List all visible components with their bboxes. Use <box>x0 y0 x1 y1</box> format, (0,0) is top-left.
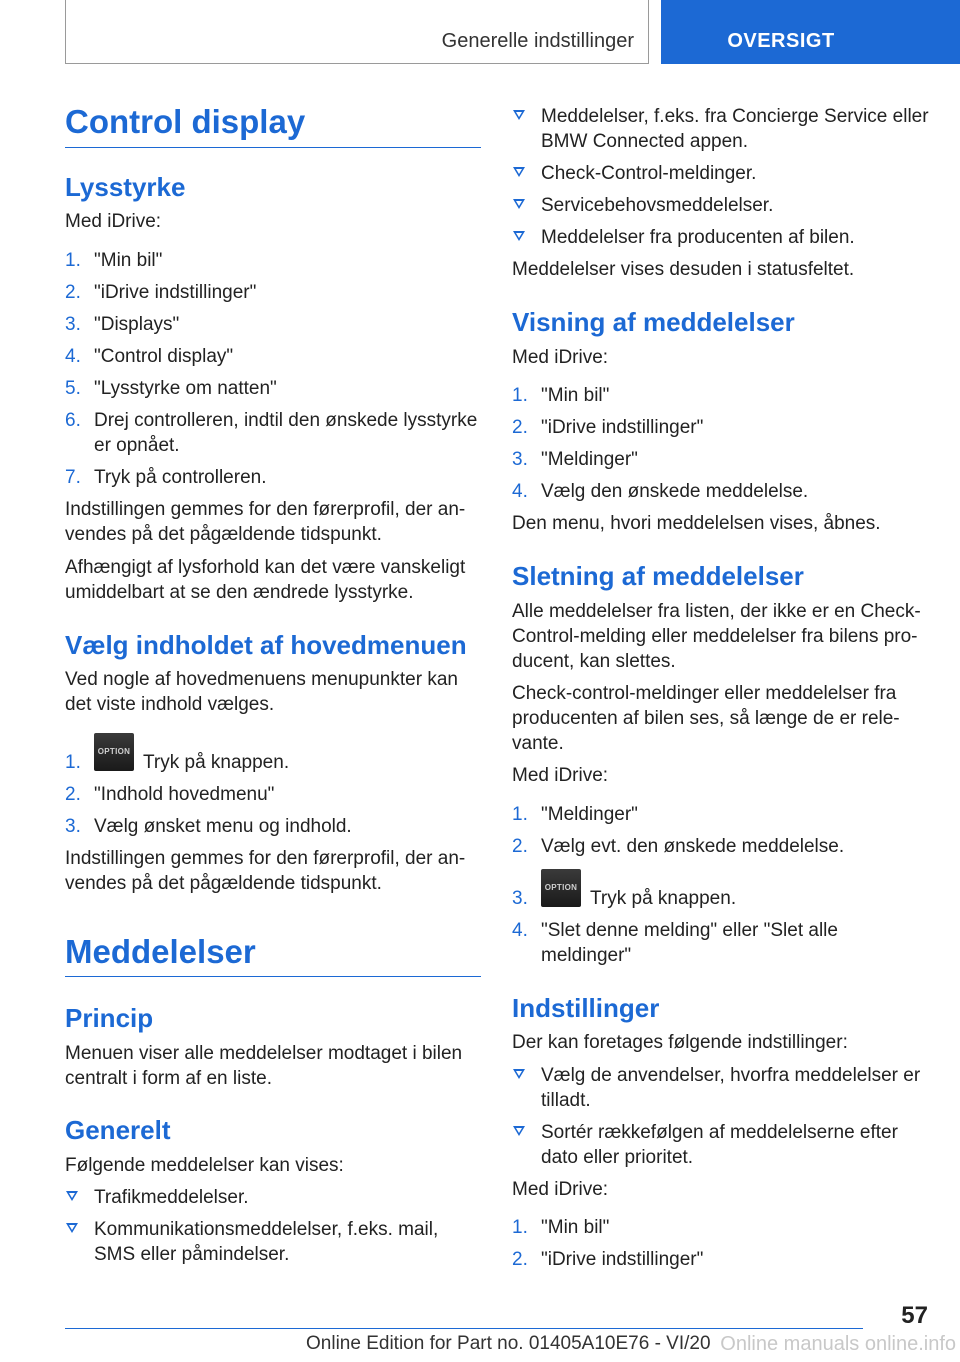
bullet-triangle-icon <box>513 110 525 120</box>
header-section-box <box>65 0 649 64</box>
main-menu-note: Indstillingen gemmes for den førerprofil, der an- vendes på det pågældende tidspunkt. <box>65 848 466 894</box>
bullet-triangle-icon <box>513 167 525 177</box>
delete-intro: Med iDrive: <box>512 765 609 786</box>
page-number: 57 <box>901 1302 928 1329</box>
heading-brightness: Lysstyrke <box>65 172 186 202</box>
general-note: Meddelelser vises desuden i statusfeltet. <box>512 259 855 280</box>
view-intro: Med iDrive: <box>512 347 609 368</box>
watermark: Online manuals online.info <box>720 1333 956 1355</box>
heading-main-menu: Vælg indholdet af hovedmenuen <box>65 630 467 660</box>
main-menu-intro: Ved nogle af hovedmenuens menupunkter kan det viste indhold vælges. <box>65 669 458 715</box>
brightness-note-1: Indstillingen gemmes for den førerprofil, der an- vendes på det pågældende tidspunkt. <box>65 499 466 545</box>
bullet-triangle-icon <box>66 1223 78 1233</box>
brightness-note-2: Afhængigt af lysforhold kan det være vanskeligt umiddelbart at se den ændrede lysstyrke. <box>65 557 466 603</box>
option-button-icon: OPTION <box>94 733 134 771</box>
settings-intro: Der kan foretages følgende indstillinger: <box>512 1032 848 1053</box>
brightness-intro: Med iDrive: <box>65 211 162 232</box>
principle-text: Menuen viser alle meddelelser modtaget i bilen centralt i form af en liste. <box>65 1043 463 1089</box>
heading-control-display: Control display <box>65 103 306 140</box>
header-section-label: Generelle indstillinger <box>441 30 634 52</box>
settings-intro-2: Med iDrive: <box>512 1179 609 1200</box>
option-button-icon: OPTION <box>541 869 581 907</box>
heading-delete-messages: Sletning af meddelelser <box>512 561 804 591</box>
heading-principle: Princip <box>65 1003 154 1033</box>
bullet-triangle-icon <box>66 1191 78 1201</box>
bullet-triangle-icon <box>513 1126 525 1136</box>
heading-settings: Indstillinger <box>512 993 660 1023</box>
view-note: Den menu, hvori meddelelsen vises, åbnes. <box>512 513 881 534</box>
heading-messages: Meddelelser <box>65 933 256 970</box>
heading-rule <box>65 976 481 977</box>
heading-view-messages: Visning af meddelelser <box>512 307 795 337</box>
delete-text-1: Alle meddelelser fra listen, der ikke er en Check- Control-melding eller meddelelser fra bilens pro- ducent, kan slettes. <box>512 601 921 672</box>
bullet-triangle-icon <box>513 231 525 241</box>
heading-general: Generelt <box>65 1115 171 1145</box>
general-intro: Følgende meddelelser kan vises: <box>65 1155 344 1176</box>
header-tab-overview[interactable] <box>661 0 960 64</box>
footer-edition: Online Edition for Part no. 01405A10E76 - VI/20 <box>306 1333 711 1354</box>
header-tab-label: OVERSIGT <box>727 30 835 52</box>
bullet-triangle-icon <box>513 199 525 209</box>
bullet-triangle-icon <box>513 1069 525 1079</box>
delete-text-2: Check-control-meldinger eller meddelelser fra producenten af bilen ses, så længe de er rele- vante. <box>512 683 900 754</box>
footer-rule <box>65 1328 863 1329</box>
heading-rule <box>65 147 481 148</box>
